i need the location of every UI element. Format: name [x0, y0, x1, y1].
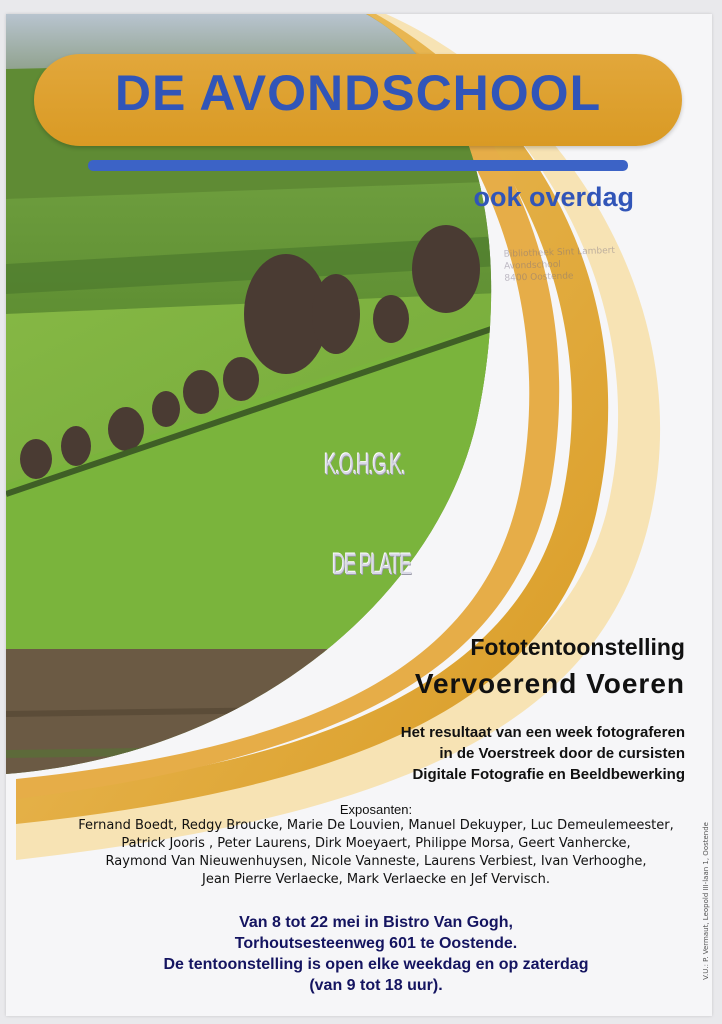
exhibitors-line: Patrick Jooris , Peter Laurens, Dirk Moeyaert, Philippe Morsa, Geert Vanhercke, — [121, 836, 631, 851]
stamp-line-2: Avondschool — [503, 259, 561, 272]
description-line: in de Voerstreek door de cursisten — [439, 745, 685, 762]
event-details — [46, 912, 706, 996]
stamp-line-1: Bibliotheek Sint Lambert — [503, 245, 616, 260]
poster-subtitle: ook overdag — [473, 182, 634, 212]
title-underline-bar — [88, 160, 628, 171]
event-line: Van 8 tot 22 mei in Bistro Van Gogh, — [239, 914, 513, 931]
exhibitors-label: Exposanten: — [339, 802, 413, 817]
poster-title: DE AVONDSCHOOL — [114, 65, 602, 121]
publisher-credit: V.U.: P. Vermaut, Leopold III-laan 1, Oostende — [702, 822, 710, 980]
title-banner — [34, 54, 682, 146]
library-stamp — [503, 243, 664, 285]
description-line: Het resultaat van een week fotograferen — [400, 724, 685, 741]
exhibition-title: Vervoerend Voeren — [414, 668, 685, 699]
event-line: (van 9 tot 18 uur). — [309, 977, 443, 994]
stamp-line-3: 8400 Oostende — [504, 271, 574, 284]
exhibitors-list — [46, 817, 706, 889]
event-line: Torhoutsesteenweg 601 te Oostende. — [234, 935, 518, 952]
exhibitors-line: Jean Pierre Verlaecke, Mark Verlaecke en Jef Vervisch. — [202, 872, 550, 887]
description-line: Digitale Fotografie en Beeldbewerking — [412, 766, 685, 783]
exhibitors-line: Fernand Boedt, Redgy Broucke, Marie De Louvien, Manuel Dekuyper, Luc Demeulemeester, — [78, 818, 674, 833]
exhibition-label: Fototentoonstelling — [470, 634, 685, 660]
poster — [6, 14, 712, 1016]
watermark-kohgk: K.O.H.G.K. — [324, 448, 405, 481]
watermark-de-plate: DE PLATE — [332, 548, 411, 581]
exhibition-description — [401, 722, 685, 785]
exhibitors-line: Raymond Van Nieuwenhuysen, Nicole Vanneste, Laurens Verbiest, Ivan Verhooghe, — [105, 854, 647, 869]
event-line: De tentoonstelling is open elke weekdag en op zaterdag — [163, 956, 589, 973]
